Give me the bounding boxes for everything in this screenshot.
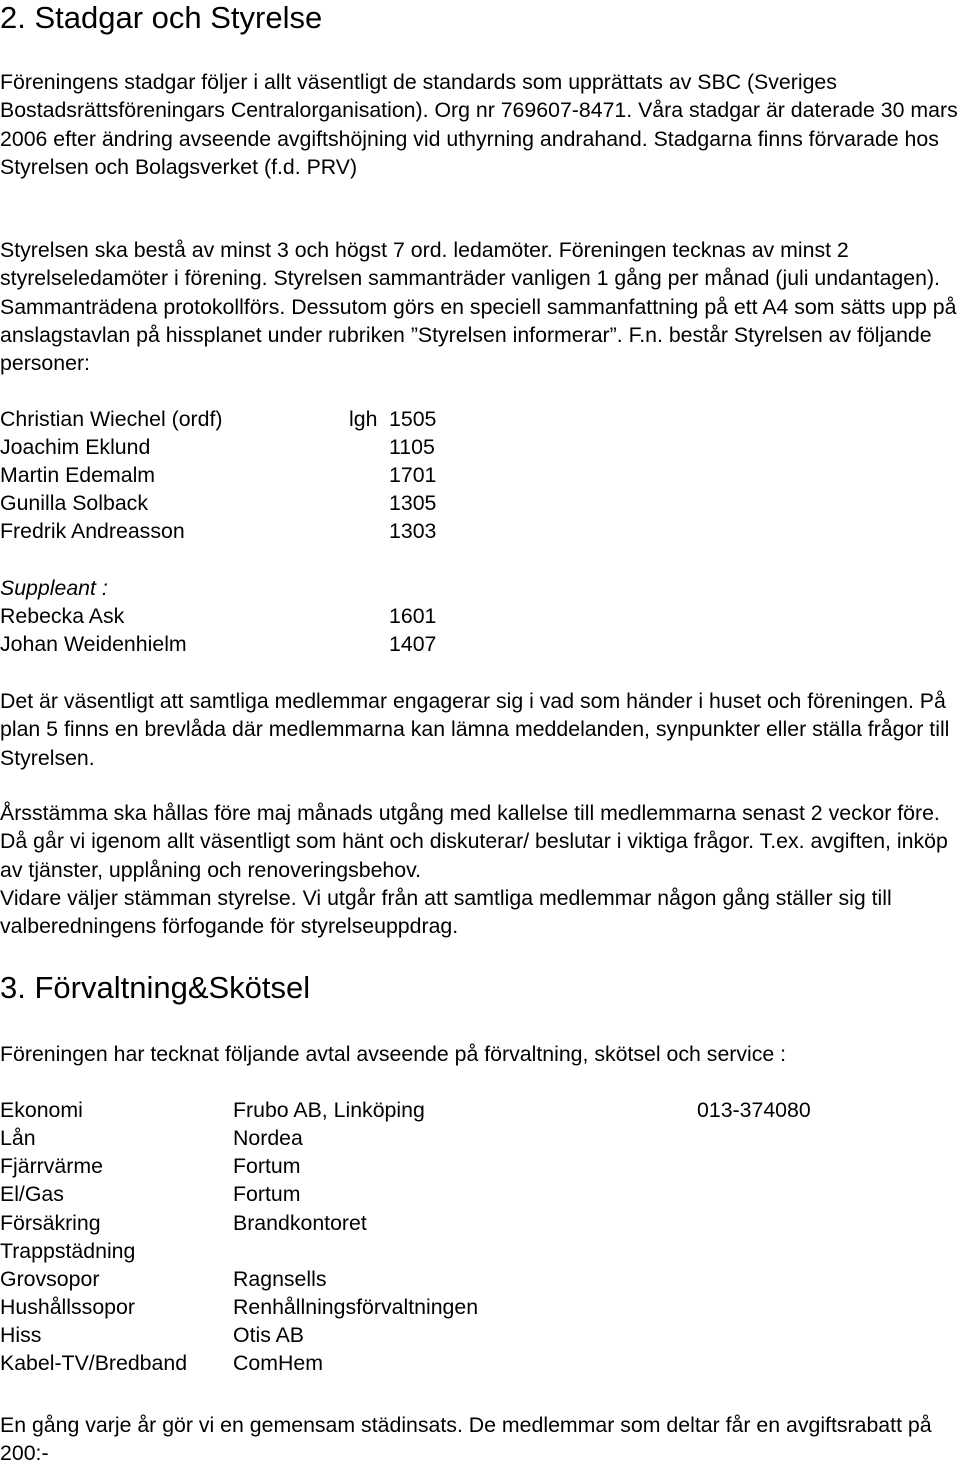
service-name: Trappstädning [0,1239,136,1263]
suppleant-name: Johan Weidenhielm [0,632,187,656]
service-provider: Otis AB [233,1323,305,1347]
service-name: Grovsopor [0,1267,100,1291]
engagement-paragraph: Det är väsentligt att samtliga medlemmar engagerar sig i vad som händer i huset och föreningen. På plan 5 finns en brevlåda där medlemmarna kan lämna meddelanden, synpunkter eller ställa frågor till Styrelsen. [0,689,950,770]
service-phone: 013-374080 [697,1098,811,1122]
service-name: Ekonomi [0,1098,83,1122]
service-provider: Fortum [233,1182,301,1206]
service-name: El/Gas [0,1182,64,1206]
valberedning-paragraph: Vidare väljer stämman styrelse. Vi utgår från att samtliga medlemmar någon gång ställer sig till valberedningens förfogande för styrelseuppdrag. [0,886,892,939]
service-name: Fjärrvärme [0,1154,103,1178]
service-provider: Ragnsells [233,1267,327,1291]
member-apartment: 1505 [389,407,437,431]
member-name: Joachim Eklund [0,435,151,459]
suppleant-row [0,602,960,630]
service-row [0,1293,960,1321]
member-row [0,405,960,433]
member-name: Martin Edemalm [0,463,156,487]
stadgar-paragraph: Föreningens stadgar följer i allt väsentligt de standards som upprättats av SBC (Sveriges Bostadsrättsföreningars Centralorganisation). Org nr 769607-8471. Våra stadgar är daterade 30 mars 2006 efter ändring avseende avgiftshöjning vid uthyrning andrahand. Stadgarna finns förvarade hos Styrelsen och Bolagsverket (f.d. PRV) [0,70,958,179]
styrelse-paragraph: Styrelsen ska bestå av minst 3 och högst 7 ord. ledamöter. Föreningen tecknas av minst 2 styrelseledamöter i förening. Styrelsen sammanträder vanligen 1 gång per månad (juli undantagen). Sammanträdena protokollförs. Dessutom görs en speciell sammanfattning på ett A4 som sätts upp på anslagstavlan på hissplanet under rubriken ”Styrelsen informerar”. F.n. består Styrelsen av följande personer: [0,238,957,376]
member-row [0,517,960,545]
member-name: Christian Wiechel (ordf) [0,407,223,431]
service-name: Hiss [0,1323,42,1347]
service-row [0,1237,960,1265]
member-apartment: 1701 [389,463,437,487]
service-row [0,1180,960,1208]
member-row [0,489,960,517]
member-name: Gunilla Solback [0,491,148,515]
service-provider: Brandkontoret [233,1211,367,1235]
arsstamma-paragraph: Årsstämma ska hållas före maj månads utgång med kallelse till medlemmarna senast 2 veckor före. Då går vi igenom allt väsentligt som hänt och diskuterar/ beslutar i viktiga frågor. T.ex. avgiften, inköp av tjänster, upplåning och renoveringsbehov. [0,801,948,882]
service-name: Hushållssopor [0,1295,135,1319]
service-row [0,1152,960,1180]
member-row [0,461,960,489]
suppleant-apartment: 1601 [389,604,437,628]
member-apartment: 1303 [389,519,437,543]
apartment-prefix: lgh [349,407,378,431]
suppleant-row [0,630,960,658]
stadinsats-paragraph: En gång varje år gör vi en gemensam städinsats. De medlemmar som deltar får en avgiftsrabatt på 200:- [0,1413,932,1466]
service-name: Lån [0,1126,36,1150]
section-3-heading: 3. Förvaltning&Skötsel [0,970,311,1005]
suppleant-label: Suppleant : [0,576,108,600]
member-row [0,433,960,461]
service-row [0,1124,960,1152]
service-row [0,1321,960,1349]
service-name: Försäkring [0,1211,101,1235]
service-row [0,1349,960,1377]
member-name: Fredrik Andreasson [0,519,185,543]
service-row [0,1096,960,1124]
service-provider: Fortum [233,1154,301,1178]
avtal-intro: Föreningen har tecknat följande avtal avseende på förvaltning, skötsel och service : [0,1042,787,1066]
suppleant-name: Rebecka Ask [0,604,125,628]
service-row [0,1209,960,1237]
service-provider: Nordea [233,1126,303,1150]
service-provider: ComHem [233,1351,323,1375]
member-apartment: 1305 [389,491,437,515]
suppleant-apartment: 1407 [389,632,437,656]
service-provider: Renhållningsförvaltningen [233,1295,479,1319]
service-provider: Frubo AB, Linköping [233,1098,425,1122]
member-apartment: 1105 [389,435,435,459]
service-name: Kabel-TV/Bredband [0,1351,188,1375]
service-row [0,1265,960,1293]
section-2-heading: 2. Stadgar och Styrelse [0,0,323,35]
